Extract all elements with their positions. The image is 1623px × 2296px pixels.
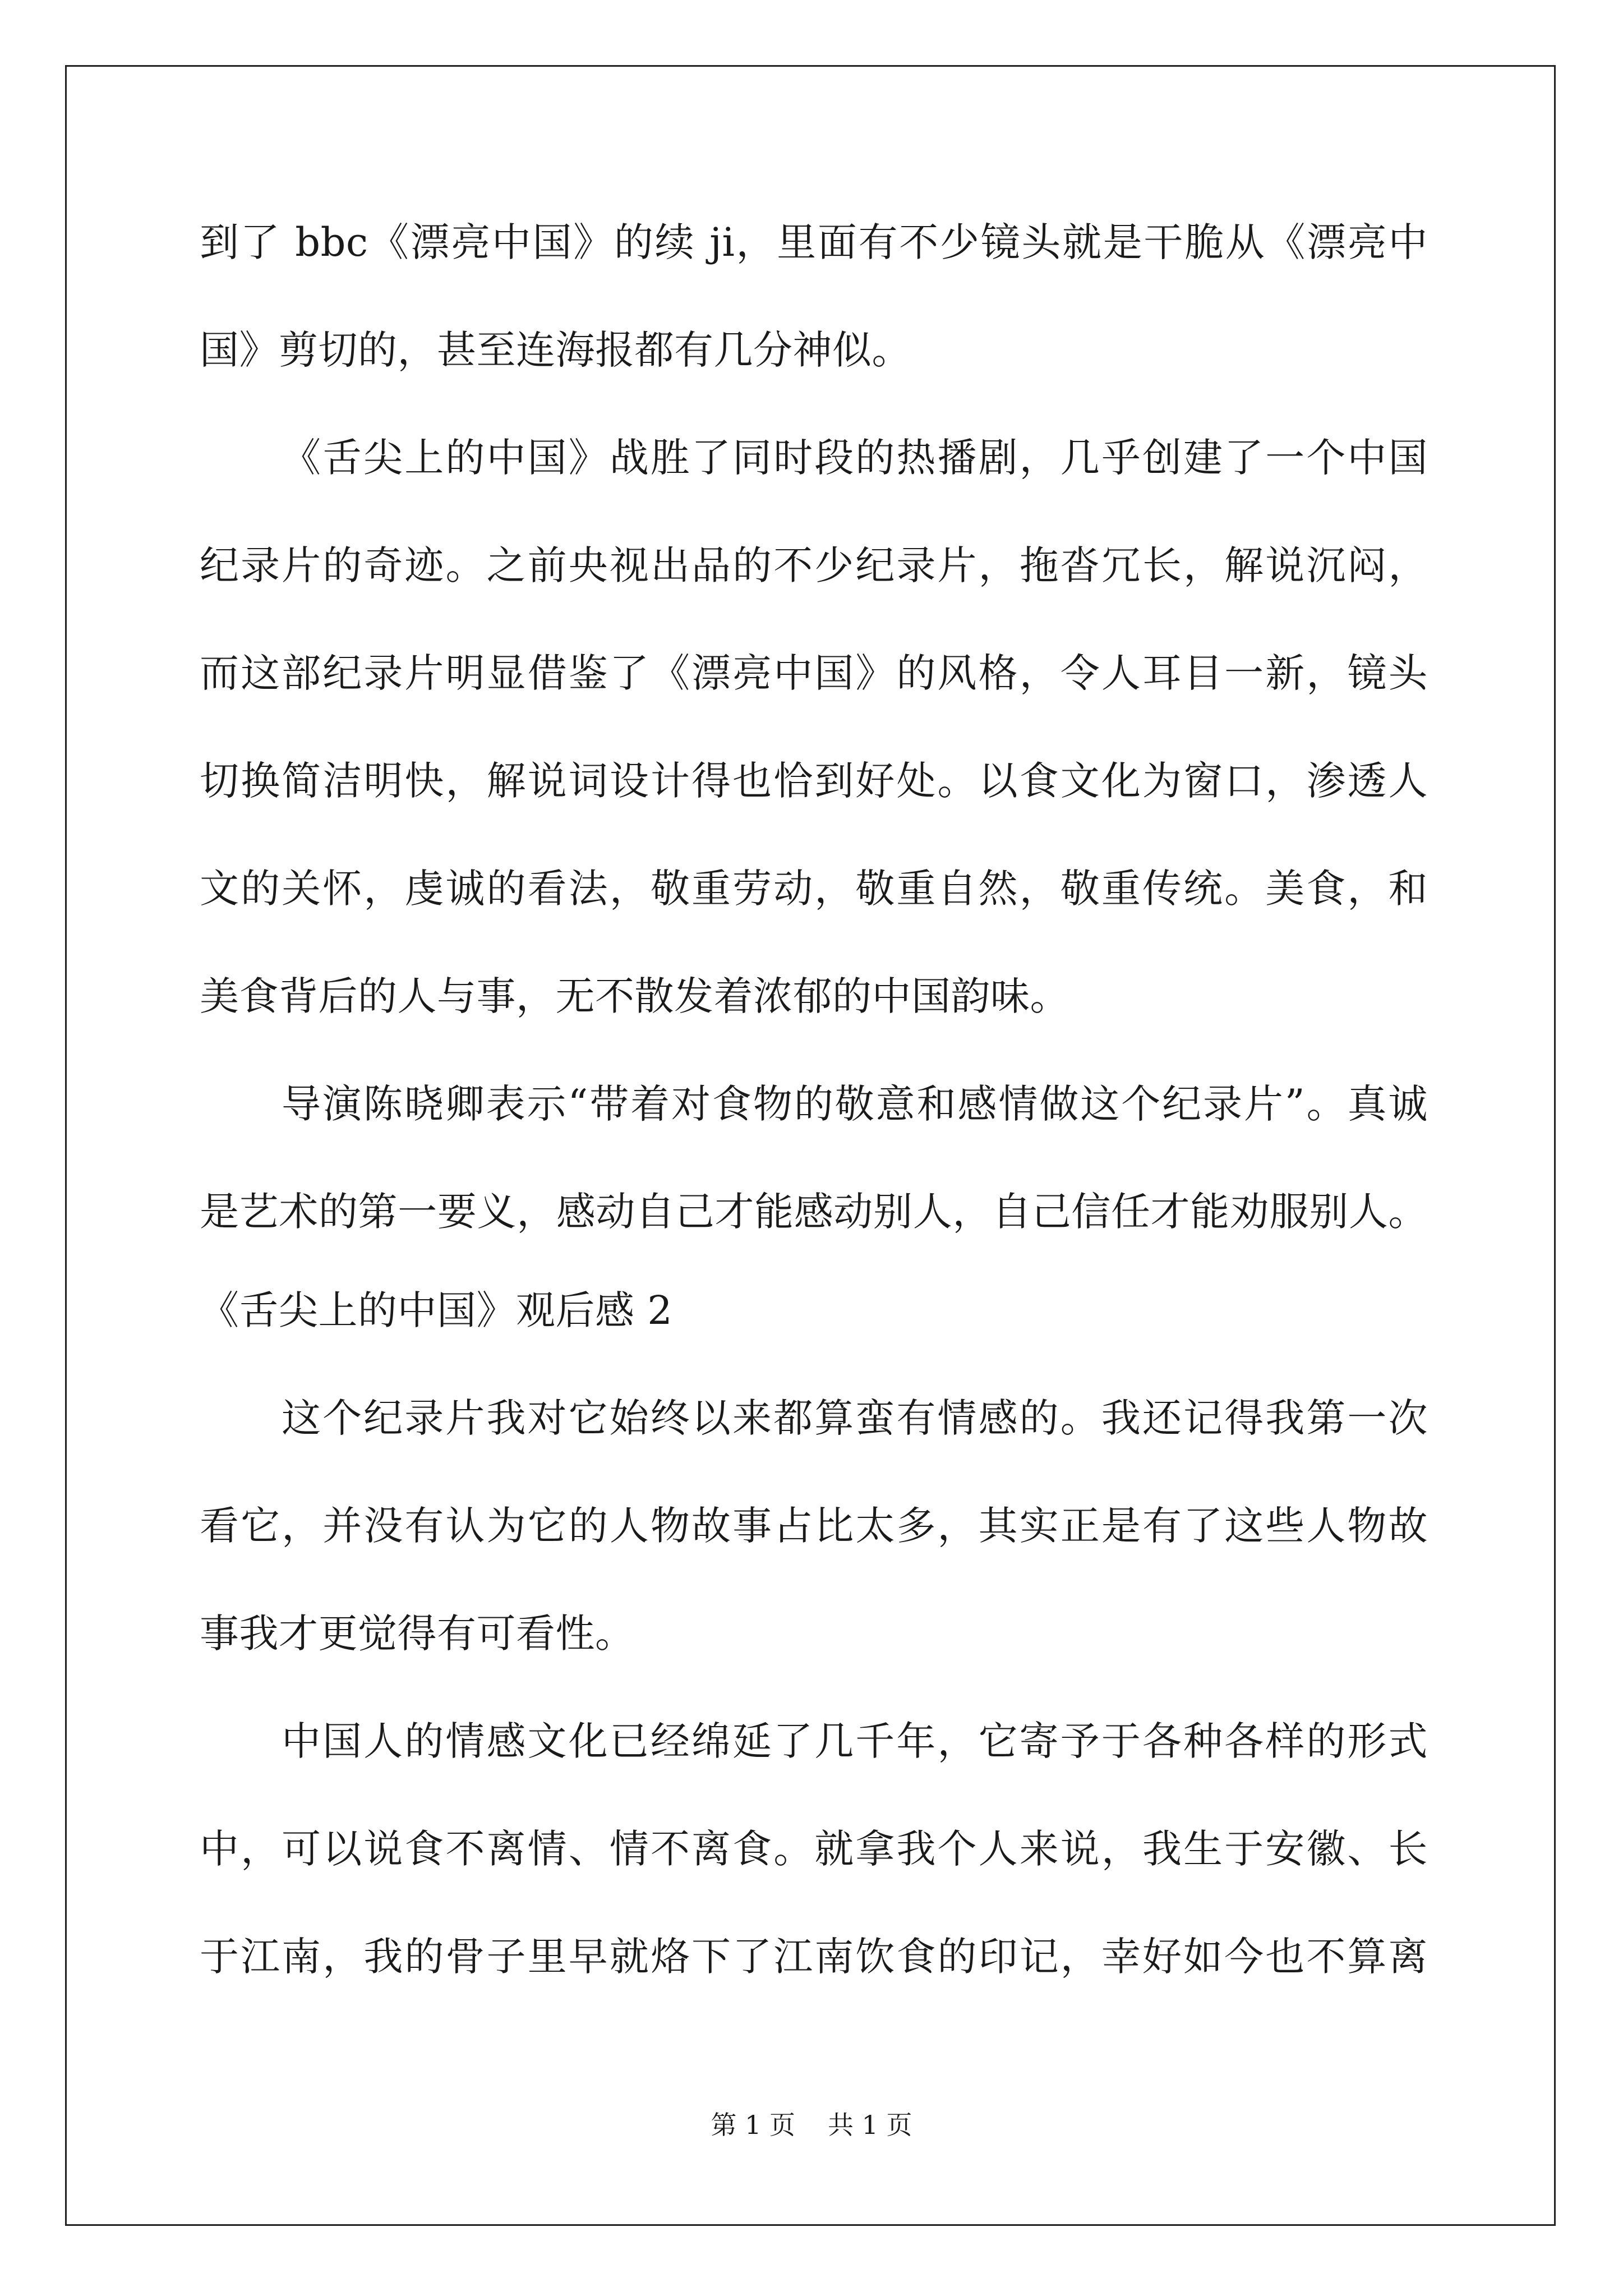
paragraph-first-line: 这个纪录片我对它始终以来都算蛮有情感的。我还记得我第一次 [282,1395,1428,1441]
text-line: 纪录片的奇迹。之前央视出品的不少纪录片，拖沓冗长，解说沉闷， [200,542,1428,588]
paragraph-first-line: 导演陈晓卿表示“带着对食物的敬意和感情做这个纪录片”。真诚 [282,1081,1428,1127]
text-line: 事我才更觉得有可看性。 [200,1611,635,1657]
text-line: 切换简洁明快，解说词设计得也恰到好处。以食文化为窗口，渗透人 [200,758,1428,804]
page-total: 共 1 页 [828,2110,912,2140]
page-number: 第 1 页 [711,2110,795,2140]
page-footer [0,2108,1623,2142]
text-line: 到了 bbc《漂亮中国》的续 ji，里面有不少镜头就是干脆从《漂亮中 [200,219,1428,265]
text-line: 国》剪切的，甚至连海报都有几分神似。 [200,327,911,373]
text-line: 中，可以说食不离情、情不离食。就拿我个人来说，我生于安徽、长 [200,1826,1428,1872]
text-line: 于江南，我的骨子里早就烙下了江南饮食的印记，幸好如今也不算离 [200,1934,1428,1980]
text-line: 而这部纪录片明显借鉴了《漂亮中国》的风格，令人耳目一新，镜头 [200,650,1428,696]
text-line: 美食背后的人与事，无不散发着浓郁的中国韵味。 [200,973,1069,1019]
text-line: 是艺术的第一要义，感动自己才能感动别人，自己信任才能劝服别人。 [200,1189,1428,1235]
text-line: 看它，并没有认为它的人物故事占比太多，其实正是有了这些人物故 [200,1503,1428,1549]
paragraph-first-line: 中国人的情感文化已经绵延了几千年，它寄予于各种各样的形式 [282,1718,1428,1764]
text-line: 文的关怀，虔诚的看法，敬重劳动，敬重自然，敬重传统。美食，和 [200,866,1428,912]
paragraph-first-line: 《舌尖上的中国》战胜了同时段的热播剧，几乎创建了一个中国 [282,435,1428,481]
page-border [65,65,1556,2226]
section-heading: 《舌尖上的中国》观后感 2 [200,1287,673,1333]
